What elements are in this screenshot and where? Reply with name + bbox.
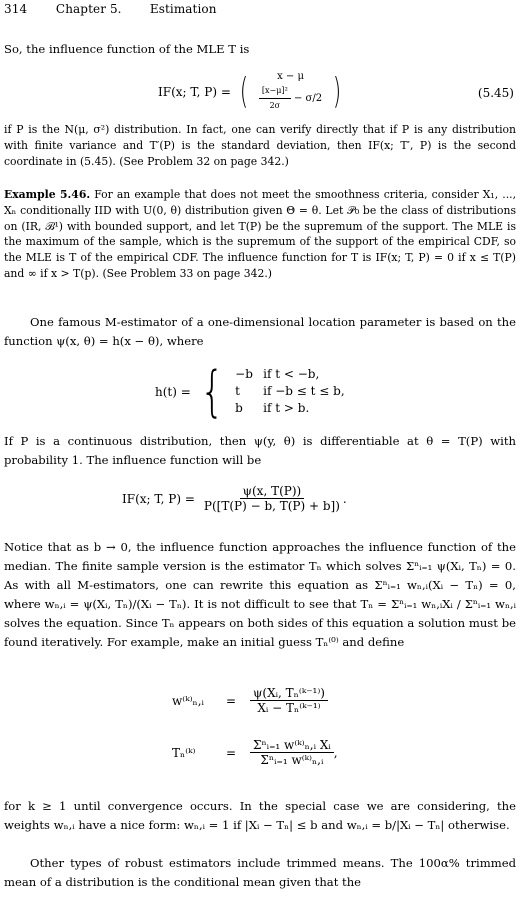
paragraph-distribution: if P is the N(μ, σ²) distribution. In fact, one can verify directly that if P is any distribution with finite variance and T′(P) is the standard deviation, then IF(x; T′, P) is the second coordinate in (5.45). (See Problem 32 on page 342.) (4, 123, 516, 168)
influence-denominator: P([T(P) − b, T(P) + b]) (203, 499, 340, 513)
cases-lhs: h(t) = (155, 384, 191, 399)
paragraph-intro: So, the influence function of the MLE T is (4, 42, 250, 56)
case-row: b if t > b. (235, 401, 310, 415)
paragraph-m-estimator: One famous M-estimator of a one-dimensional location parameter is based on the function ψ(x, θ) = h(x − θ), where (4, 315, 516, 348)
example-block (4, 187, 516, 282)
iterate-numerator: Σⁿᵢ₌₁ w⁽ᵏ⁾ₙ,ᵢ Xᵢ (250, 738, 334, 753)
weight-lhs: w⁽ᵏ⁾ₙ,ᵢ (172, 693, 204, 708)
case-row: −b if t < −b, (235, 367, 320, 381)
vector-bottom-rest: − σ/2 (293, 93, 323, 104)
weight-denominator: Xᵢ − Tₙ⁽ᵏ⁻¹⁾ (257, 701, 321, 715)
paragraph-continuous: If P is a continuous distribution, then ψ(y, θ) is differentiable at θ = T(P) with probability 1. The influence function will be (4, 434, 516, 467)
equation-lhs: IF(x; T, P) = (158, 84, 231, 99)
chapter-title: Estimation (149, 2, 217, 16)
vector-bottom-denominator: 2σ (269, 101, 281, 110)
case-row: t if −b ≤ t ≤ b, (235, 384, 345, 398)
influence-numerator: ψ(x, T(P)) (240, 484, 305, 499)
equation-weight: w⁽ᵏ⁾ₙ,ᵢ = $\frac{\text{ψ(Xᵢ, Tₙ⁽ᵏ⁻¹⁾)}}{\text{Xᵢ − Tₙ⁽ᵏ⁻¹⁾}}$ (172, 686, 328, 715)
equation-5-45: IF(x; T, P) = ( x − μ $\frac{\text{[x−μ]²}}{2\sigma}$ − σ/2 ) (158, 71, 342, 112)
weight-numerator: ψ(Xᵢ, Tₙ⁽ᵏ⁻¹⁾) (250, 686, 328, 701)
iterate-lhs: Tₙ⁽ᵏ⁾ (172, 745, 196, 760)
influence-lhs: IF(x; T, P) = (122, 491, 195, 506)
equation-number: (5.45) (477, 86, 514, 100)
page-number: 314 (4, 2, 28, 16)
paragraph-median: Notice that as b → 0, the influence function approaches the influence function of the median. The finite sample version is the estimator Tₙ which solves Σⁿᵢ₌₁ ψ(Xᵢ, Tₙ) = 0. As with all M-estimators, one can rewrite this equation as Σⁿᵢ₌₁ wₙ,ᵢ(Xᵢ − Tₙ) = 0, where wₙ,ᵢ = ψ(Xᵢ, Tₙ)/(Xᵢ − Tₙ). It is not difficult to see that Tₙ = Σⁿᵢ₌₁ wₙ,ᵢXᵢ / Σⁿᵢ₌₁ wₙ,ᵢ solves the equation. Since Tₙ appears on both sides of this equation a solution must be found iteratively. For example, make an initial guess Tₙ⁽⁰⁾ and define (4, 540, 516, 649)
example-label: Example 5.46. (4, 188, 91, 201)
equation-influence: IF(x; T, P) = $\frac{\psi(x, T(P))}{P([T(P) - b, T(P) + b])}$ . (122, 484, 347, 513)
vector-top: x − μ (277, 71, 304, 82)
vector-bottom-numerator: [x−μ]² (259, 84, 291, 99)
chapter-label: Chapter 5. (55, 2, 122, 16)
equation-iterate: Tₙ⁽ᵏ⁾ = $\frac{\text{Σⁿᵢ₌₁ w⁽ᵏ⁾ₙ,ᵢ Xᵢ}}{\text{Σⁿᵢ₌₁ w⁽ᵏ⁾ₙ,ᵢ}}$ , (172, 738, 338, 767)
equation-cases: h(t) = { −b if t < −b, t if −b ≤ t ≤ b, b if t > b. (155, 360, 345, 423)
page-header (4, 2, 217, 16)
iterate-denominator: Σⁿᵢ₌₁ w⁽ᵏ⁾ₙ,ᵢ (260, 753, 324, 767)
paragraph-convergence: for k ≥ 1 until convergence occurs. In the special case we are considering, the weights wₙ,ᵢ have a nice form: wₙ,ᵢ = 1 if |Xᵢ − Tₙ| ≤ b and wₙ,ᵢ = b/|Xᵢ − Tₙ| otherwise. (4, 799, 516, 832)
example-text: For an example that does not meet the smoothness criteria, consider X₁, ..., Xₙ conditionally IID with U(0, θ) distribution given Θ = θ. Let 𝒫₀ be the class of distributions on (IR, ℬ¹) with bounded support, and let T(P) be the supremum of the support. The MLE is the maximum of the sample, which is the supremum of the support of the empirical CDF, so the MLE is T of the empirical CDF. The influence function for T is IF(x; T, P) = 0 if x ≤ T(P) and ∞ if x > T(p). (See Problem 33 on page 342.) (4, 188, 516, 280)
paragraph-trimmed: Other types of robust estimators include trimmed means. The 100α% trimmed mean of a distribution is the conditional mean given that the (4, 856, 516, 889)
